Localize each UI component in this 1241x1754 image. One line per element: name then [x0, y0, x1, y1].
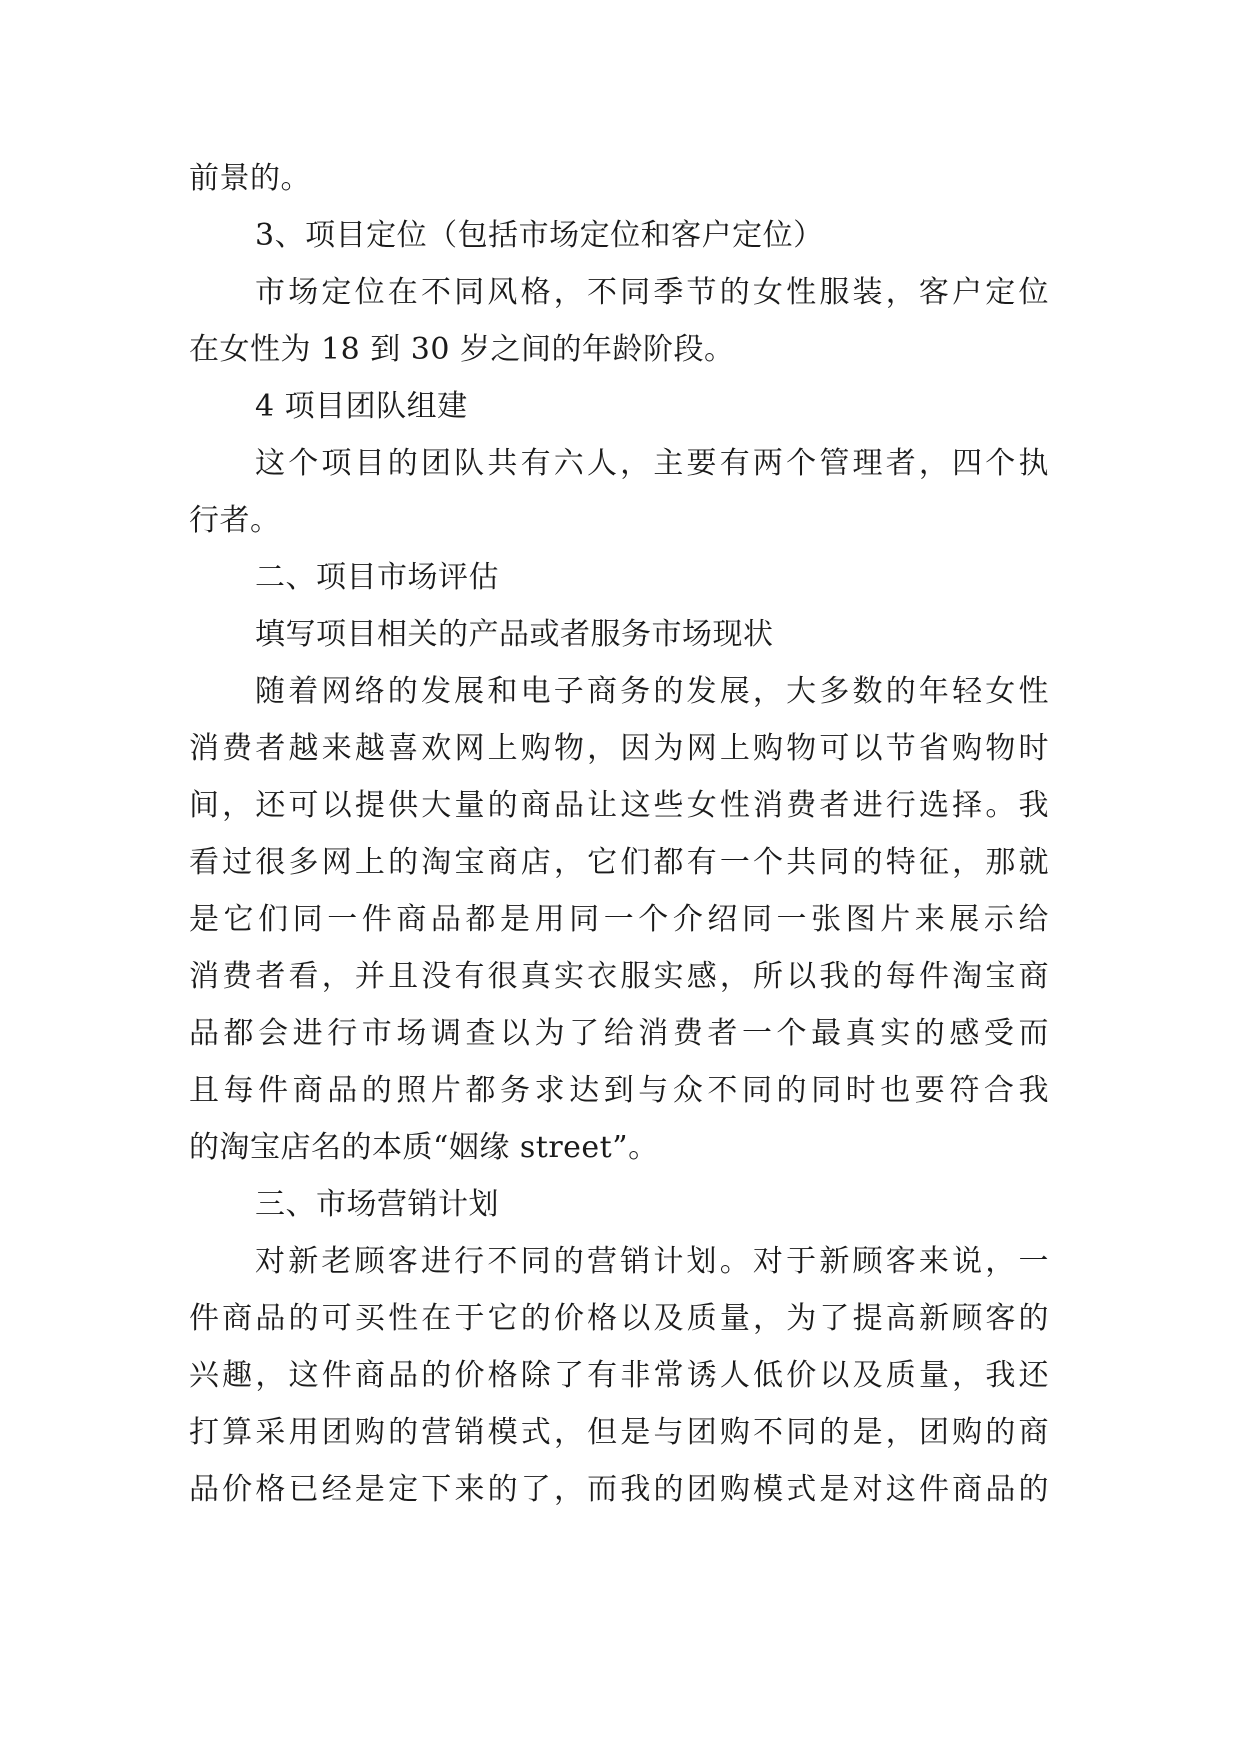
text-line: 件商品的可买性在于它的价格以及质量，为了提高新顾客的	[189, 1301, 1049, 1336]
text-line: 这个项目的团队共有六人，主要有两个管理者，四个执	[255, 446, 1049, 481]
document-body	[189, 150, 1049, 1518]
text-line: 消费者看，并且没有很真实衣服实感，所以我的每件淘宝商	[189, 959, 1049, 994]
text-line: 4 项目团队组建	[255, 389, 468, 424]
text-line: 兴趣，这件商品的价格除了有非常诱人低价以及质量，我还	[189, 1358, 1049, 1393]
text-line: 看过很多网上的淘宝商店，它们都有一个共同的特征，那就	[189, 845, 1049, 880]
text-line: 品都会进行市场调查以为了给消费者一个最真实的感受而	[189, 1016, 1049, 1051]
text-line: 是它们同一件商品都是用同一个介绍同一张图片来展示给	[189, 902, 1049, 937]
text-line: 随着网络的发展和电子商务的发展，大多数的年轻女性	[255, 674, 1049, 709]
text-line: 前景的。	[189, 161, 311, 196]
text-line: 消费者越来越喜欢网上购物，因为网上购物可以节省购物时	[189, 731, 1049, 766]
text-line: 品价格已经是定下来的了，而我的团购模式是对这件商品的	[189, 1472, 1049, 1507]
text-line: 三、市场营销计划	[255, 1187, 499, 1222]
text-line: 且每件商品的照片都务求达到与众不同的同时也要符合我	[189, 1073, 1049, 1108]
text-line: 3、项目定位（包括市场定位和客户定位）	[255, 218, 824, 253]
text-line: 二、项目市场评估	[255, 560, 499, 595]
text-line: 市场定位在不同风格，不同季节的女性服装，客户定位	[255, 275, 1049, 310]
text-line: 行者。	[189, 503, 281, 538]
text-line: 打算采用团购的营销模式，但是与团购不同的是，团购的商	[189, 1415, 1049, 1450]
text-line: 在女性为 18 到 30 岁之间的年龄阶段。	[189, 332, 735, 367]
text-line: 的淘宝店名的本质“姻缘 street”。	[189, 1130, 659, 1165]
text-line: 对新老顾客进行不同的营销计划。对于新顾客来说，一	[255, 1244, 1049, 1279]
text-line: 间，还可以提供大量的商品让这些女性消费者进行选择。我	[189, 788, 1049, 823]
text-line: 填写项目相关的产品或者服务市场现状	[255, 617, 774, 652]
